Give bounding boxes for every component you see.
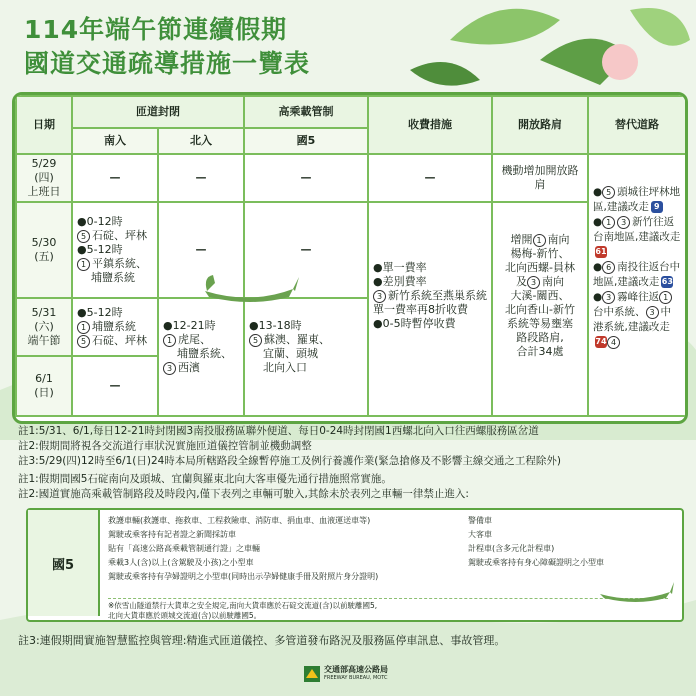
list-item: 計程車(含多元化計程車) xyxy=(468,544,555,553)
hov-vehicle-table xyxy=(26,508,684,622)
page-title: 114年端午節連續假期 xyxy=(24,15,288,44)
list-item: 大客車 xyxy=(468,530,492,539)
toll-cell: ●單一費率 ●差別費率 3 新竹系統至燕巢系統單一費率再8折收費 ●0-5時暫停收費 xyxy=(368,202,492,416)
note-2: 註2:假期間將視各交流道行車狀況實施匝道儀控管制並機動調整 xyxy=(18,440,312,452)
notes-block-1 xyxy=(18,424,680,469)
empty-cell: — xyxy=(72,154,158,202)
ramp-south-531: ●5-12時 1 埔鹽系統 5 石碇、坪林 xyxy=(72,298,158,356)
dragon-boat-icon xyxy=(598,580,674,604)
header-shoulder: 開放路肩 xyxy=(492,96,588,154)
hov-route-label: 國5 xyxy=(28,510,100,616)
header-hov-route: 國5 xyxy=(244,128,368,154)
empty-cell: — xyxy=(158,154,244,202)
ramp-north-531: ●12-21時 1 虎尾、 埔鹽系統、 3 西濱 xyxy=(158,298,244,416)
freeway-bureau-logo: 交通部高速公路局 FREEWAY BUREAU, MOTC xyxy=(304,664,404,688)
alt-roads-cell: ● 5 頭城往坪林地區,建議改走 9 ● 1 3 新竹往返台南地區,建議改走61 ● 6 南投往返台中地區,建議改走 63 ● 3 霧峰往返 1台中系統、 3 中港系統,建議改走74 4 xyxy=(588,154,686,416)
header-ramp-north: 北入 xyxy=(158,128,244,154)
header-alt-roads: 替代道路 xyxy=(588,96,686,154)
header-ramp-closure: 匝道封閉 xyxy=(72,96,244,128)
header-hov: 高乘載管制 xyxy=(244,96,368,128)
freeway-logo-icon xyxy=(304,666,320,682)
list-item: 乘載3人(含)以上(含駕駛及小孩)之小型車 xyxy=(108,558,254,567)
list-item: 駕駛或乘客持有記者證之新聞採訪車 xyxy=(108,530,236,539)
note2-2: 註2:國道實施高乘載管制路段及時段內,僅下表列之車輛可駛入,其餘未於表列之車輛一律禁止進入: xyxy=(18,488,469,500)
list-item: 警備車 xyxy=(468,516,492,525)
empty-cell: — xyxy=(244,154,368,202)
note-3: 註3:5/29(四)12時至6/1(日)24時本局所轄路段全線暫停施工及例行養護作業(緊急搶修及不影響主線交通之工程除外) xyxy=(18,455,561,467)
tunnel-footnote: ※依雪山隧道禁行大貨車之安全規定,南向大貨車應於石碇交流道(含)以前駛離國5, 北向大貨車應於頭城交流道(含)以前駛離國5。 xyxy=(108,598,668,621)
date-cell-531: 5/31 (六) 端午節 xyxy=(16,298,72,356)
ramp-south-530: ●0-12時 5 石碇、坪林 ●5-12時 1 平鎮系統、 埔鹽系統 xyxy=(72,202,158,298)
header-ramp-south: 南入 xyxy=(72,128,158,154)
shoulder-cell-529: 機動增加開放路肩 xyxy=(492,154,588,202)
list-item: 救護車輛(救護車、拖救車、工程救險車、消防車、捐血車、血液運送車等) xyxy=(108,516,371,525)
list-item: 貼有「高速公路高乘載管制通行證」之車輛 xyxy=(108,544,260,553)
empty-cell: — xyxy=(368,154,492,202)
header-toll: 收費措施 xyxy=(368,96,492,154)
header-date: 日期 xyxy=(16,96,72,154)
note-1: 註1:5/31、6/1,每日12-21時封閉國3南投服務區聯外便道、每日0-24時封閉國1西螺北向入口往西螺服務區岔道 xyxy=(18,425,539,437)
allowed-vehicles-left xyxy=(108,514,458,584)
note2-1: 註1:假期間國5石碇南向及頭城、宜蘭與羅東北向大客車優先通行措施照常實施。 xyxy=(18,473,392,485)
list-item: 駕駛或乘客持有身心障礙證明之小型車 xyxy=(468,558,604,567)
date-cell-530: 5/30 (五) xyxy=(16,202,72,298)
notes-block-2 xyxy=(12,472,682,622)
list-item: 駕駛或乘客持有孕婦證明之小型車(同時出示孕婦健康手冊及附照片身分證明) xyxy=(108,572,379,581)
page-subtitle: 國道交通疏導措施一覽表 xyxy=(24,49,311,78)
dragon-boat-icon xyxy=(201,271,301,305)
hov-cell-531: ●13-18時 5 蘇澳、羅東、 宜蘭、頭城 北向入口 xyxy=(244,298,368,416)
date-cell-529: 5/29 (四) 上班日 xyxy=(16,154,72,202)
empty-cell: — xyxy=(72,356,158,416)
shoulder-cell-530: 增開 1 南向 楊梅-新竹、 北向西螺-員林 及 3 南向 大溪-關西、 北向香山-新竹 系統等易壅塞 路段路肩, 合計34處 xyxy=(492,202,588,416)
zongzi-decoration-icon xyxy=(390,0,696,100)
traffic-measures-table xyxy=(12,92,688,424)
empty-cell: — xyxy=(244,202,368,298)
note-smart-monitoring: 註3:連假期間實施智慧監控與管理:精進式匝道儀控、多管道發布路況及服務區停車訊息、事故管理。 xyxy=(18,634,506,647)
empty-cell: — xyxy=(158,202,244,298)
date-cell-601: 6/1 (日) xyxy=(16,356,72,416)
allowed-vehicles-right xyxy=(468,514,678,570)
